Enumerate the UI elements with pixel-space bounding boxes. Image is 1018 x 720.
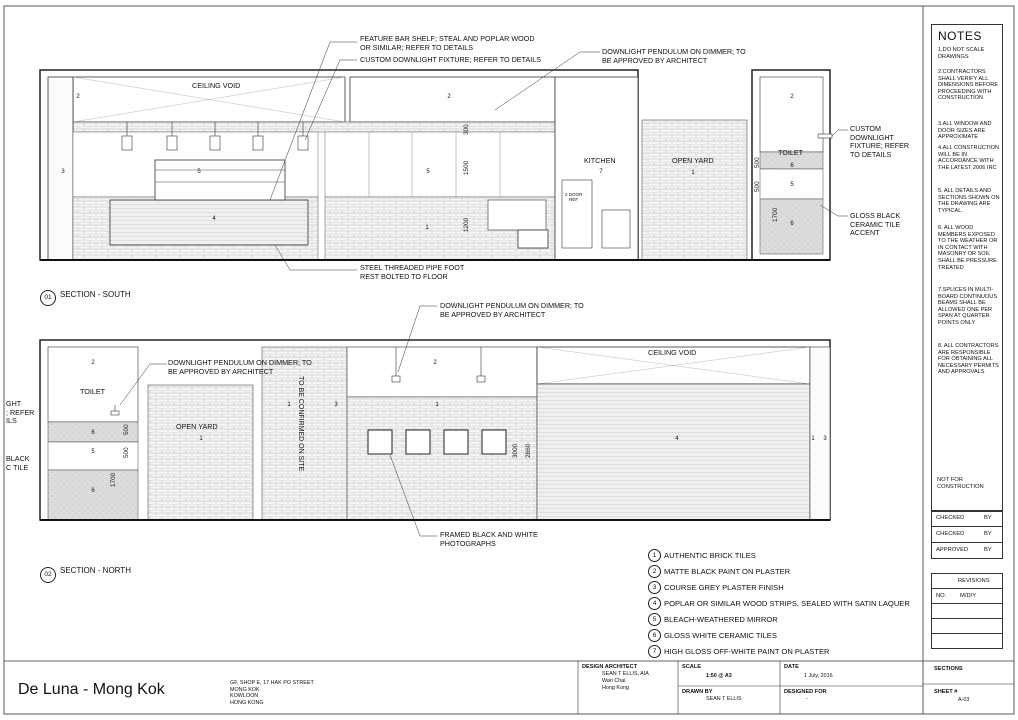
section-south-drawing xyxy=(40,42,848,270)
designed-for-value: - xyxy=(806,696,808,702)
material-tag-6: 6 xyxy=(790,221,794,227)
date-label: DATE xyxy=(784,664,799,670)
material-tag-7: 7 xyxy=(599,169,603,175)
section-south-number: 01 xyxy=(40,290,56,306)
designed-for-label: DESIGNED FOR xyxy=(784,689,827,695)
material-tag-6: 6 xyxy=(790,163,794,169)
material-tag-1: 1 xyxy=(425,225,429,231)
material-tag-1: 1 xyxy=(435,402,439,408)
notes-panel xyxy=(931,24,1003,512)
note-item: 6. ALL WOOD MEMBERS EXPOSED TO THE WEATHER OR IN CONTACT WITH MASONRY OR SOIL SHALL BE PRESSURE TREATED xyxy=(938,225,998,271)
room-ceiling-void-north: CEILING VOID xyxy=(648,348,697,357)
callout-gloss-black-tile: GLOSS BLACK CERAMIC TILE ACCENT xyxy=(850,211,901,238)
material-tag-1: 1 xyxy=(199,436,203,442)
material-tag-3: 3 xyxy=(823,436,827,442)
design-architect-line: Hong Kong xyxy=(602,685,629,691)
material-tag-2: 2 xyxy=(447,94,451,100)
date-value: 1 July, 2016 xyxy=(804,673,833,679)
room-toilet-south: TOILET xyxy=(778,148,804,157)
project-title: De Luna - Mong Kok xyxy=(18,681,165,698)
callout-downlight-pendulum-north-left: DOWNLIGHT PENDULUM ON DIMMER; TO BE APPROVED BY ARCHITECT xyxy=(168,358,312,376)
note-item: 2.CONTRACTORS SHALL VERIFY ALL DIMENSIONS BEFORE PROCEEDING WITH CONSTRUCTION xyxy=(938,69,998,102)
dim-north-3000: 3000 xyxy=(512,443,519,458)
material-tag-1: 1 xyxy=(691,170,695,176)
section-north-number: 02 xyxy=(40,567,56,583)
callout-feature-bar-shelf: FEATURE BAR SHELF; STEAL AND POPLAR WOOD OR SIMILAR; REFER TO DETAILS xyxy=(360,34,535,52)
dim-300: 300 xyxy=(463,124,470,135)
notes-title: NOTES xyxy=(938,29,982,43)
sheet-number: A-03 xyxy=(958,697,970,703)
callout-custom-downlight: CUSTOM DOWNLIGHT FIXTURE; REFER TO DETAILS xyxy=(360,55,542,64)
callout-cut-left-bottom: BLACK C TILE xyxy=(6,454,30,472)
callout-cut-left-top: GHT ; REFER ILS xyxy=(6,399,35,426)
material-tag-1: 1 xyxy=(811,436,815,442)
drawn-by-value: SEAN T ELLIS xyxy=(706,696,742,702)
sheet-number-label: SHEET # xyxy=(934,689,958,695)
dim-north-2860: 2860 xyxy=(525,443,532,458)
room-ceiling-void-south: CEILING VOID xyxy=(192,81,241,90)
address-line: GF, SHOP E, 17 HAK PO STREET xyxy=(230,680,314,686)
address-line: KOWLOON xyxy=(230,693,259,699)
scale-value: 1:50 @ A3 xyxy=(706,673,732,679)
material-tag-5: 5 xyxy=(197,169,201,175)
dim-1700: 1700 xyxy=(772,207,779,222)
dim-500a: 500 xyxy=(754,157,761,168)
material-tag-2: 2 xyxy=(91,360,95,366)
note-item: 8. ALL CONTRACTORS ARE RESPONSIBLE FOR OBTAINING ALL NECESSARY PERMITS AND APPROVALS xyxy=(938,343,999,376)
material-tag-4: 4 xyxy=(675,436,679,442)
address-line: HONG KONG xyxy=(230,700,264,706)
drawn-by-label: DRAWN BY xyxy=(682,689,713,695)
material-tag-6: 6 xyxy=(91,430,95,436)
material-tag-6: 6 xyxy=(91,488,95,494)
dim-1200: 1200 xyxy=(463,217,470,232)
note-item: 7.SPLICES IN MULTI-BOARD CONTINUOUS BEAMS SHALL BE ALLOWED ONE PER SPAN AT QUARTER POINTS ONLY xyxy=(938,287,998,326)
approval-row: APPROVED BY xyxy=(931,542,1003,559)
not-for-construction: NOT FOR CONSTRUCTION xyxy=(937,477,984,490)
scale-label: SCALE xyxy=(682,664,701,670)
material-tag-5: 5 xyxy=(426,169,430,175)
sheet-name: SECTIONS xyxy=(934,666,963,672)
section-north-drawing xyxy=(40,306,830,536)
dim-north-1700: 1700 xyxy=(110,472,117,487)
revision-row xyxy=(931,633,1003,649)
room-kitchen: KITCHEN xyxy=(584,156,616,165)
note-item: 3.ALL WINDOW AND DOOR SIZES ARE APPROXIMATE xyxy=(938,121,992,141)
room-open-yard-north: OPEN YARD xyxy=(176,422,218,431)
material-tag-2: 2 xyxy=(76,94,80,100)
revision-row xyxy=(931,618,1003,634)
callout-downlight-pendulum: DOWNLIGHT PENDULUM ON DIMMER; TO BE APPROVED BY ARCHITECT xyxy=(602,47,746,65)
design-architect-line: Wan Chai xyxy=(602,678,626,684)
material-tag-2: 2 xyxy=(433,360,437,366)
material-tag-3: 3 xyxy=(61,169,65,175)
revision-row xyxy=(931,603,1003,619)
room-open-yard-south: OPEN YARD xyxy=(672,156,714,165)
note-item: 5. ALL DETAILS AND SECTIONS SHOWN ON THE DRAWING ARE TYPICAL. xyxy=(938,188,1000,214)
material-tag-4: 4 xyxy=(212,216,216,222)
revisions-header: REVISIONS xyxy=(931,573,1003,589)
approval-row: CHECKED BY xyxy=(931,526,1003,543)
callout-downlight-pendulum-north: DOWNLIGHT PENDULUM ON DIMMER; TO BE APPROVED BY ARCHITECT xyxy=(440,301,584,319)
design-architect-line: SEAN T ELLIS, AIA xyxy=(602,671,649,677)
address-line: MONG KOK xyxy=(230,687,260,693)
dim-500b: 500 xyxy=(754,181,761,192)
design-architect-label: DESIGN ARCHITECT xyxy=(582,664,638,670)
approval-row: CHECKED BY xyxy=(931,510,1003,527)
callout-framed-photos: FRAMED BLACK AND WHITE PHOTOGRAPHS xyxy=(440,530,538,548)
to-be-confirmed-note: TO BE CONFIRMED ON SITE xyxy=(297,376,304,472)
note-item: 4.ALL CONSTRUCTION WILL BE IN ACCORDANCE WITH THE LATEST 2006 IRC xyxy=(938,145,1000,171)
material-tag-3: 3 xyxy=(334,402,338,408)
dim-north-500b: 500 xyxy=(123,447,130,458)
section-north-label: SECTION - NORTH xyxy=(60,566,131,575)
revisions-columns: NO. M/D/Y xyxy=(931,588,1003,604)
section-south-label: SECTION - SOUTH xyxy=(60,290,131,299)
note-item: 1.DO NOT SCALE DRAWINGS xyxy=(938,47,985,60)
callout-custom-downlight-right: CUSTOM DOWNLIGHT FIXTURE; REFER TO DETAILS xyxy=(850,124,910,159)
material-tag-5: 5 xyxy=(91,449,95,455)
room-toilet-north: TOILET xyxy=(80,387,106,396)
material-tag-5: 5 xyxy=(790,182,794,188)
dim-north-500a: 500 xyxy=(123,424,130,435)
dim-1500: 1500 xyxy=(463,160,470,175)
material-tag-1: 1 xyxy=(287,402,291,408)
material-tag-2: 2 xyxy=(790,94,794,100)
callout-steel-pipe: STEEL THREADED PIPE FOOT REST BOLTED TO FLOOR xyxy=(360,263,465,281)
fridge-label: 2 DOOR REF xyxy=(565,192,583,202)
